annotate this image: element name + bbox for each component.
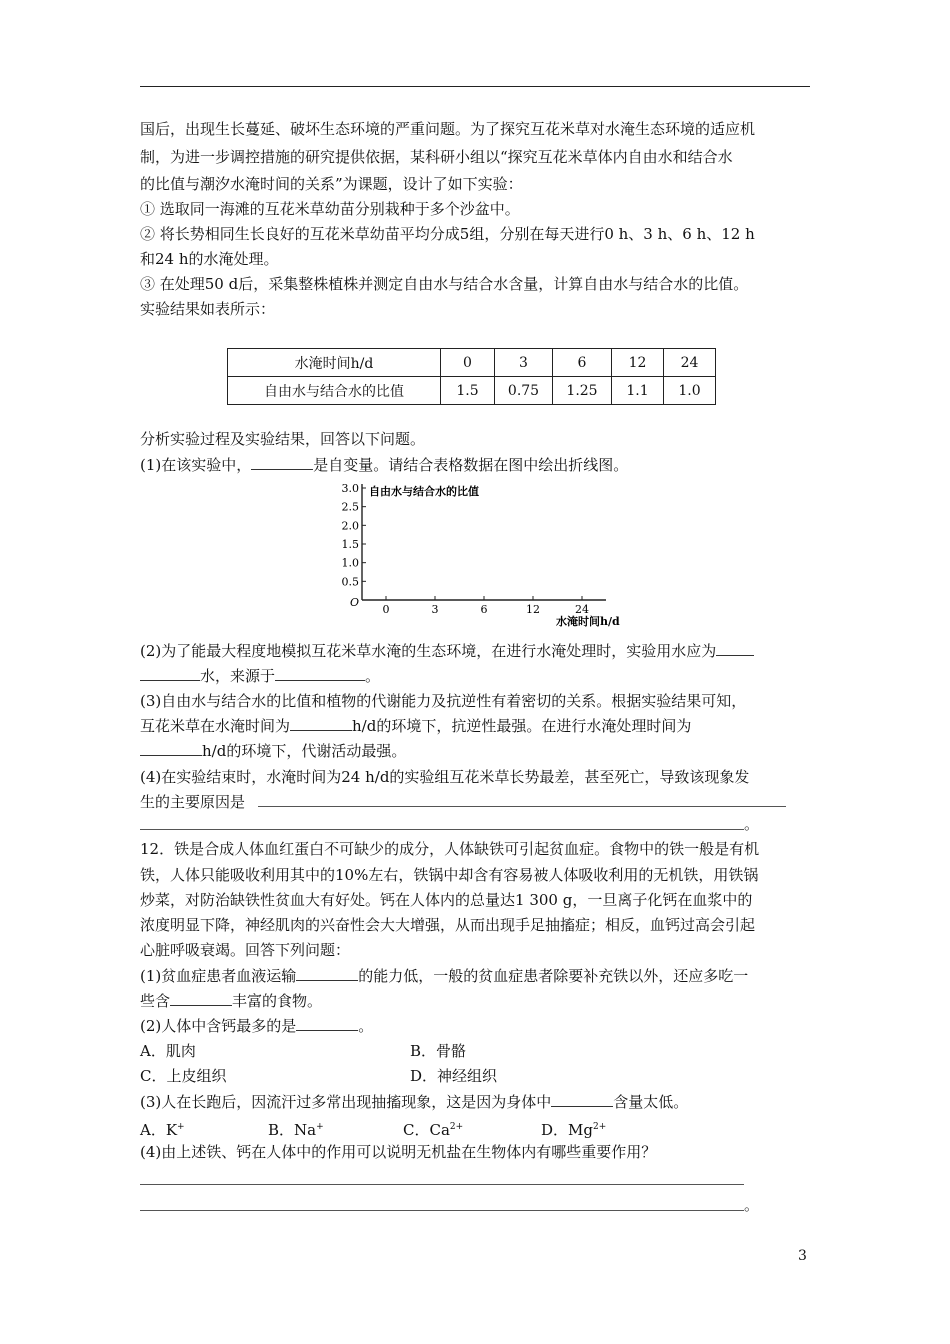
chart-title: 自由水与结合水的比值 xyxy=(369,485,479,498)
answer-blank[interactable] xyxy=(140,741,202,756)
q12-4-end: 。 xyxy=(744,1196,760,1214)
q12-1-text-c: 些含 xyxy=(140,992,171,1010)
step-2a: ② 将长势相同生长良好的互花米草幼苗平均分成5组，分别在每天进行0 h、3 h、6 h、12 h xyxy=(140,225,755,243)
q12-3-option[interactable] xyxy=(140,1116,250,1141)
y-tick-label: 1.5 xyxy=(341,538,359,551)
q12-1-text-b: 的能力低，一般的贫血症患者除要补充铁以外，还应多吃一 xyxy=(358,967,749,985)
origin-label: O xyxy=(350,596,360,609)
q12-4: (4)由上述铁、钙在人体中的作用可以说明无机盐在生物体内有哪些重要作用？ xyxy=(140,1143,657,1161)
answer-blank[interactable] xyxy=(296,966,358,981)
q11-2-text-c: 。 xyxy=(365,667,381,685)
q11-3-text-d: h/d的环境下，代谢活动最强。 xyxy=(202,742,407,760)
q11-2-text-a: (2)为了能最大程度地模拟互花米草水淹的生态环境，在进行水淹处理时，实验用水应为 xyxy=(140,642,717,660)
option-c-text: C．Ca xyxy=(403,1121,450,1139)
results-table xyxy=(227,348,716,405)
line-chart xyxy=(334,478,624,630)
q12-2-option[interactable]: C．上皮组织 xyxy=(140,1067,227,1085)
q11-3-text-b: 互花米草在水淹时间为 xyxy=(140,717,291,735)
x-ticks xyxy=(383,596,590,616)
y-tick-label: 3.0 xyxy=(341,482,359,495)
answer-blank[interactable] xyxy=(296,1016,358,1031)
option-b-text: B．Na xyxy=(268,1121,317,1139)
q11-4a: (4)在实验结束时，水淹时间为24 h/d的实验组互花米草长势最差，甚至死亡，导致该现象发 xyxy=(140,768,750,786)
q12-p1: 12．铁是合成人体血红蛋白不可缺少的成分，人体缺铁可引起贫血症。食物中的铁一般是有机 xyxy=(140,840,760,858)
q12-3-option[interactable] xyxy=(541,1116,651,1141)
header-rule xyxy=(140,86,810,87)
q12-2-option[interactable]: A．肌肉 xyxy=(140,1042,196,1060)
q12-p2: 铁，人体只能吸收利用其中的10%左右，铁锅中却含有容易被人体吸收利用的无机铁，用铁锅 xyxy=(140,866,759,884)
q12-2-option[interactable]: B．骨骼 xyxy=(410,1042,467,1060)
step-3b: 实验结果如表所示： xyxy=(140,300,276,318)
q12-1-text-d: 丰富的食物。 xyxy=(232,992,323,1010)
answer-line[interactable] xyxy=(140,829,744,830)
q12-3-text-a: (3)人在长跑后，因流汗过多常出现抽搐现象，这是因为身体中 xyxy=(140,1093,552,1111)
q11-4b: 生的主要原因是 xyxy=(140,793,246,811)
q12-1b xyxy=(140,990,812,1012)
q11-1-text-b: 是自变量。请结合表格数据在图中绘出折线图。 xyxy=(313,456,629,474)
cell-hour: 6 xyxy=(553,349,612,377)
q11-3c xyxy=(140,740,812,762)
option-a-charge: + xyxy=(177,1122,185,1132)
q11-2-text-b: 水，来源于 xyxy=(200,667,276,685)
cell-ratio: 0.75 xyxy=(495,377,553,405)
intro-line-2: 制，为进一步调控措施的研究提供依据，某科研小组以“探究互花米草体内自由水和结合水 xyxy=(140,148,733,166)
answer-blank[interactable] xyxy=(290,716,352,731)
x-tick-label: 24 xyxy=(575,603,589,616)
x-tick-label: 3 xyxy=(431,603,439,616)
answer-blank[interactable] xyxy=(716,641,754,656)
answer-blank[interactable] xyxy=(170,991,232,1006)
answer-blank[interactable] xyxy=(275,666,365,681)
answer-line[interactable] xyxy=(140,1210,744,1211)
y-tick-label: 0.5 xyxy=(341,575,359,589)
answer-blank[interactable] xyxy=(140,666,200,681)
q11-3a: (3)自由水与结合水的比值和植物的代谢能力及抗逆性有着密切的关系。根据实验结果可知， xyxy=(140,692,747,710)
cell-ratio: 1.1 xyxy=(612,377,664,405)
cell-ratio: 1.25 xyxy=(553,377,612,405)
table-row-ratios xyxy=(228,377,716,405)
step-1: ① 选取同一海滩的互花米草幼苗分别栽种于多个沙盆中。 xyxy=(140,200,520,218)
q12-3-option[interactable] xyxy=(268,1116,378,1141)
answer-line[interactable] xyxy=(140,1184,744,1185)
q11-2a xyxy=(140,640,812,662)
y-tick-label: 2.0 xyxy=(341,519,359,533)
option-d-text: D．Mg xyxy=(541,1121,593,1139)
q11-1-text-a: (1)在该实验中， xyxy=(140,456,252,474)
page-number: 3 xyxy=(798,1248,807,1264)
q11-2b xyxy=(140,665,812,687)
row-label-hours: 水淹时间h/d xyxy=(228,349,441,377)
q12-2-option[interactable]: D．神经组织 xyxy=(410,1067,498,1085)
q12-p4: 浓度明显下降，神经肌肉的兴奋性会大大增强，从而出现手足抽搐症；相反，血钙过高会引起 xyxy=(140,916,756,934)
q12-p5: 心脏呼吸衰竭。回答下列问题： xyxy=(140,941,351,959)
cell-hour: 0 xyxy=(441,349,495,377)
q12-2-text-b: 。 xyxy=(358,1017,374,1035)
cell-ratio: 1.5 xyxy=(441,377,495,405)
q11-3-text-c: h/d的环境下，抗逆性最强。在进行水淹处理时间为 xyxy=(352,717,692,735)
q11-3b xyxy=(140,715,812,737)
answer-blank[interactable] xyxy=(551,1092,613,1107)
answer-blank[interactable] xyxy=(251,455,313,470)
option-a-text: A．K xyxy=(140,1121,178,1139)
cell-hour: 24 xyxy=(664,349,716,377)
q12-3 xyxy=(140,1091,812,1113)
q12-p3: 炒菜，对防治缺铁性贫血大有好处。钙在人体内的总量达1 300 g，一旦离子化钙在血浆中的 xyxy=(140,891,753,909)
cell-hour: 12 xyxy=(612,349,664,377)
option-c-charge: 2+ xyxy=(449,1122,464,1132)
q12-3-option[interactable] xyxy=(403,1116,513,1141)
q12-2 xyxy=(140,1015,812,1037)
x-tick-label: 6 xyxy=(480,603,488,616)
x-tick-label: 0 xyxy=(382,603,390,616)
q12-2-text-a: (2)人体中含钙最多的是 xyxy=(140,1017,297,1035)
intro-line-1: 国后，出现生长蔓延、破坏生态环境的严重问题。为了探究互花米草对水淹生态环境的适应机 xyxy=(140,120,756,138)
q12-3-text-b: 含量太低。 xyxy=(613,1093,689,1111)
intro-line-3: 的比值与潮汐水淹时间的关系”为课题，设计了如下实验： xyxy=(140,175,523,193)
table-row-hours xyxy=(228,349,716,377)
q11-1 xyxy=(140,454,812,476)
q12-1-text-a: (1)贫血症患者血液运输 xyxy=(140,967,297,985)
option-d-charge: 2+ xyxy=(593,1122,607,1132)
y-tick-label: 2.5 xyxy=(341,500,359,514)
cell-hour: 3 xyxy=(495,349,553,377)
answer-line[interactable] xyxy=(258,806,786,807)
x-axis-label: 水淹时间h/d xyxy=(556,615,620,628)
q11-lead: 分析实验过程及实验结果，回答以下问题。 xyxy=(140,430,426,448)
y-tick-label: 1.0 xyxy=(341,556,359,570)
option-b-charge: + xyxy=(316,1122,324,1132)
q12-1a xyxy=(140,965,812,987)
row-label-ratio: 自由水与结合水的比值 xyxy=(228,377,441,405)
x-tick-label: 12 xyxy=(526,603,540,616)
step-3a: ③ 在处理50 d后，采集整株植株并测定自由水与结合水含量，计算自由水与结合水的比值。 xyxy=(140,275,749,293)
q11-4-end: 。 xyxy=(744,815,760,833)
cell-ratio: 1.0 xyxy=(664,377,716,405)
step-2b: 和24 h的水淹处理。 xyxy=(140,250,279,268)
